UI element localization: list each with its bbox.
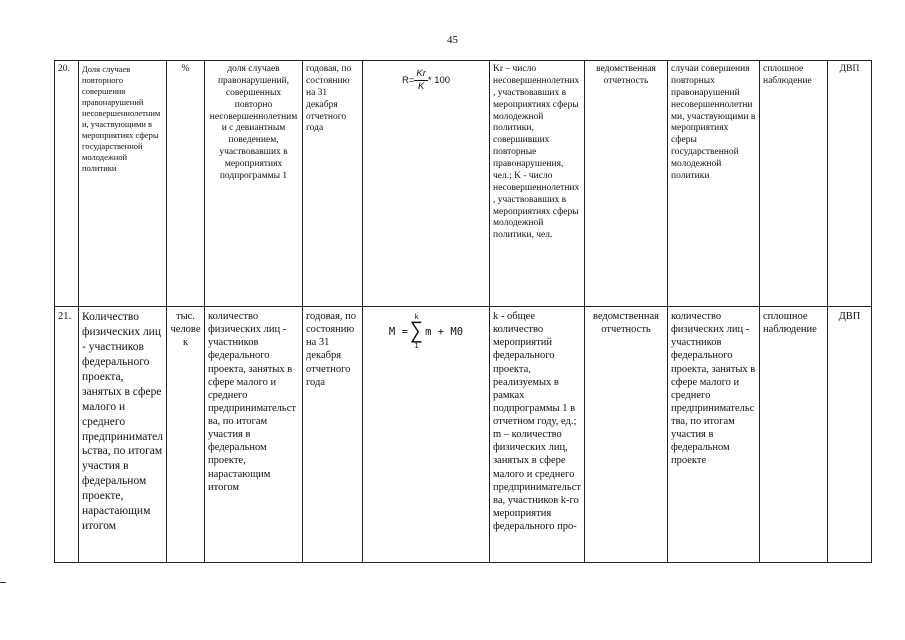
row-number: 20.: [55, 61, 79, 307]
formula-cell: [363, 61, 490, 307]
definition: количество физических лиц - участников федерального проекта, занятых в сфере малого и среднего предпринимательства, по итогам участия в федеральном проекте, нарастающим итогом: [205, 307, 303, 563]
responsible: ДВП: [828, 61, 872, 307]
observation-object: случаи совершения повторных правонарушений несовершеннолетними, участвующими в мероприятиях сферы государственной молодежной политики: [668, 61, 760, 307]
formula-right: * 100: [427, 74, 451, 86]
indicator-name: Количество физических лиц - участников федерального проекта, занятых в сфере малого и среднего предпринимательства, по итогам участия в федеральном проекте, нарастающим итогом: [79, 307, 167, 563]
formula: [366, 68, 486, 93]
variables: Kr – число несовершеннолетних, участвовавших в мероприятиях сферы молодежной политики, совершивших повторные правонарушения, чел.; K - число несовершеннолетних, участвовавших в мероприятиях сферы молодежной политики, чел.: [490, 61, 585, 307]
collection-method: сплошное наблюдение: [760, 61, 828, 307]
data-source: ведомственная отчетность: [585, 61, 668, 307]
indicator-name: Доля случаев повторного совершения правонарушений несовершеннолетними, участвующими в мероприятиях сферы государственной молодежной политики: [79, 61, 167, 307]
definition: доля случаев правонарушений, совершенных повторно несовершеннолетними с девиантным поведением, участвовавших в мероприятиях подпрограммы 1: [205, 61, 303, 307]
formula-denominator: K: [417, 80, 425, 92]
responsible: ДВП: [828, 307, 872, 563]
formula-left: M =: [388, 326, 408, 338]
periodicity: годовая, по состоянию на 31 декабря отчетного года: [303, 307, 363, 563]
unit: тыс. человек: [167, 307, 205, 563]
variables: k - общее количество мероприятий федерального проекта, реализуемых в рамках подпрограммы 1 в отчетном году, ед.; m – количество физических лиц, занятых в сфере малого и среднего предпринимательства, участников k-го мероприятия федерального про-: [490, 307, 585, 563]
sum-lower-limit: 1: [414, 342, 419, 350]
collection-method: сплошное наблюдение: [760, 307, 828, 563]
formula-numerator: Kr: [416, 68, 426, 79]
data-source: ведомственная отчетность: [585, 307, 668, 563]
unit: %: [167, 61, 205, 307]
sum-symbol: [410, 314, 423, 350]
sum-upper-limit: k: [414, 313, 419, 321]
sigma-icon: ∑: [409, 319, 424, 344]
observation-object: количество физических лиц - участников федерального проекта, занятых в сфере малого и среднего предпринимательства, по итогам участия в федеральном проекте: [668, 307, 760, 563]
indicators-table: [54, 60, 872, 563]
formula-left: R=: [401, 74, 415, 86]
margin-mark: [0, 582, 6, 583]
formula-right: m + M0: [425, 326, 464, 338]
periodicity: годовая, по состоянию на 31 декабря отчетного года: [303, 61, 363, 307]
table-row: [55, 61, 872, 307]
row-number: 21.: [55, 307, 79, 563]
formula-cell: [363, 307, 490, 563]
page-number: 45: [447, 34, 458, 46]
table-row: [55, 307, 872, 563]
formula: [366, 314, 486, 350]
formula-fraction: [414, 68, 428, 93]
